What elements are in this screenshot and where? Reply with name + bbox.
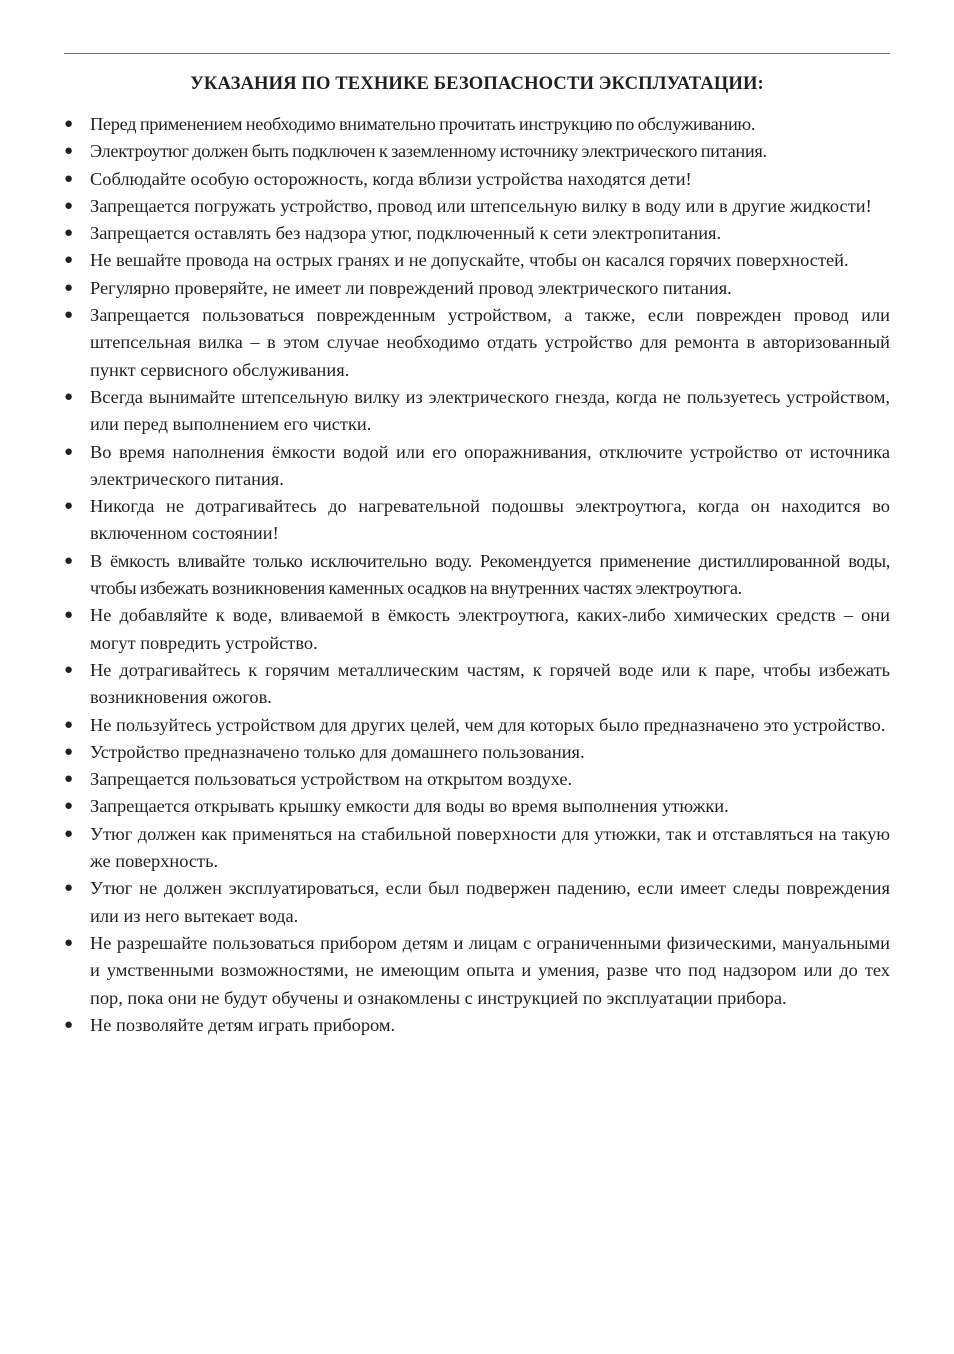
- list-item: [64, 602, 890, 657]
- bullet-icon: ●: [64, 552, 74, 569]
- list-item: [64, 439, 890, 494]
- list-item: [64, 384, 890, 439]
- list-item: [64, 821, 890, 876]
- list-item-text: Запрещается открывать крышку емкости для воды во время выполнения утюжки.: [90, 796, 729, 817]
- bullet-icon: ●: [64, 716, 74, 733]
- bullet-icon: ●: [64, 443, 74, 460]
- bullet-icon: ●: [64, 116, 74, 132]
- bullet-icon: ●: [64, 661, 74, 678]
- list-item-text: Не пользуйтесь устройством для других целей, чем для которых было предназначено это устройство.: [90, 714, 886, 735]
- bullet-icon: ●: [64, 279, 74, 296]
- list-item-text: Соблюдайте особую осторожность, когда вблизи устройства находятся дети!: [90, 168, 692, 189]
- bullet-icon: ●: [64, 197, 74, 214]
- list-item: [64, 302, 890, 384]
- list-item-text: Утюг должен как применяться на стабильной поверхности для утюжки, так и отставляться на такую же поверхность.: [90, 823, 890, 872]
- list-item: [64, 548, 890, 603]
- list-item: [64, 493, 890, 548]
- list-item-text: Электроутюг должен быть подключен к заземленному источнику электрического питания.: [90, 141, 767, 162]
- list-item: [64, 766, 890, 793]
- safety-instructions-list: [64, 111, 890, 1039]
- list-item: [64, 193, 890, 220]
- list-item: [64, 220, 890, 247]
- list-item: [64, 138, 890, 165]
- list-item-text: Регулярно проверяйте, не имеет ли повреждений провод электрического питания.: [90, 277, 732, 298]
- list-item: [64, 111, 890, 138]
- list-item-text: Запрещается погружать устройство, провод или штепсельную вилку в воду или в другие жидкости!: [90, 195, 872, 216]
- list-item: [64, 875, 890, 930]
- list-item: [64, 739, 890, 766]
- list-item-text: Не вешайте провода на острых гранях и не допускайте, чтобы он касался горячих поверхностей.: [90, 250, 849, 271]
- list-item-text: Во время наполнения ёмкости водой или его опоражнивания, отключите устройство от источника электрического питания.: [90, 441, 890, 489]
- list-item-text: Никогда не дотрагивайтесь до нагревательной подошвы электроутюга, когда он находится во включенном состоянии!: [90, 496, 890, 544]
- list-item-text: Не разрешайте пользоваться прибором детям и лицам с ограниченными физическими, мануальными и умственными возможностями, не имеющим опыта и умения, разве что под надзором или до тех пор, пока они не будут обучены и ознакомлены с инструкцией по эксплуатации прибора.: [90, 932, 890, 1008]
- bullet-icon: ●: [64, 798, 74, 815]
- list-item-text: Запрещается оставлять без надзора утюг, подключенный к сети электропитания.: [90, 223, 722, 244]
- bullet-icon: ●: [64, 825, 74, 842]
- list-item: [64, 793, 890, 820]
- list-item-text: Не дотрагивайтесь к горячим металлическим частям, к горячей воде или к паре, чтобы избежать возникновения ожогов.: [90, 659, 890, 708]
- bullet-icon: ●: [64, 225, 74, 242]
- list-item-text: Не добавляйте к воде, вливаемой в ёмкость электроутюга, каких-либо химических средств – они могут повредить устройство.: [90, 605, 890, 653]
- list-item: [64, 1012, 890, 1039]
- bullet-icon: ●: [64, 143, 74, 160]
- list-item-text: Запрещается пользоваться устройством на открытом воздухе.: [90, 769, 573, 790]
- list-item: [64, 657, 890, 712]
- list-item-text: Запрещается пользоваться поврежденным устройством, а также, если поврежден провод или штепсельная вилка – в этом случае необходимо отдать устройство для ремонта в авторизованный пункт сервисного обслуживания.: [90, 305, 890, 380]
- bullet-icon: ●: [64, 498, 74, 515]
- list-item: [64, 712, 890, 739]
- bullet-icon: ●: [64, 1016, 74, 1033]
- bullet-icon: ●: [64, 771, 74, 788]
- bullet-icon: ●: [64, 607, 74, 624]
- list-item-text: Устройство предназначено только для домашнего пользования.: [90, 741, 585, 762]
- top-divider: [64, 53, 890, 54]
- list-item-text: Перед применением необходимо внимательно прочитать инструкцию по обслуживанию.: [90, 114, 756, 134]
- list-item: [64, 930, 890, 1012]
- list-item-text: Утюг не должен эксплуатироваться, если был подвержен падению, если имеет следы повреждения или из него вытекает вода.: [90, 878, 890, 926]
- bullet-icon: ●: [64, 252, 74, 269]
- bullet-icon: ●: [64, 307, 74, 324]
- bullet-icon: ●: [64, 743, 74, 760]
- bullet-icon: ●: [64, 934, 74, 951]
- list-item: [64, 275, 890, 302]
- list-item-text: Всегда вынимайте штепсельную вилку из электрического гнезда, когда не пользуетесь устройством, или перед выполнением его чистки.: [90, 386, 890, 435]
- list-item-text: Не позволяйте детям играть прибором.: [90, 1014, 396, 1035]
- page-title: УКАЗАНИЯ ПО ТЕХНИКЕ БЕЗОПАСНОСТИ ЭКСПЛУАТАЦИИ:: [190, 73, 764, 94]
- list-item-text: В ёмкость вливайте только исключительно воду. Рекомендуется применение дистиллированной воды, чтобы избежать возникновения каменных осадков на внутренних частях электроутюга.: [90, 550, 890, 599]
- bullet-icon: ●: [64, 388, 74, 405]
- bullet-icon: ●: [64, 170, 74, 187]
- list-item: [64, 166, 890, 193]
- list-item: [64, 247, 890, 274]
- bullet-icon: ●: [64, 880, 74, 897]
